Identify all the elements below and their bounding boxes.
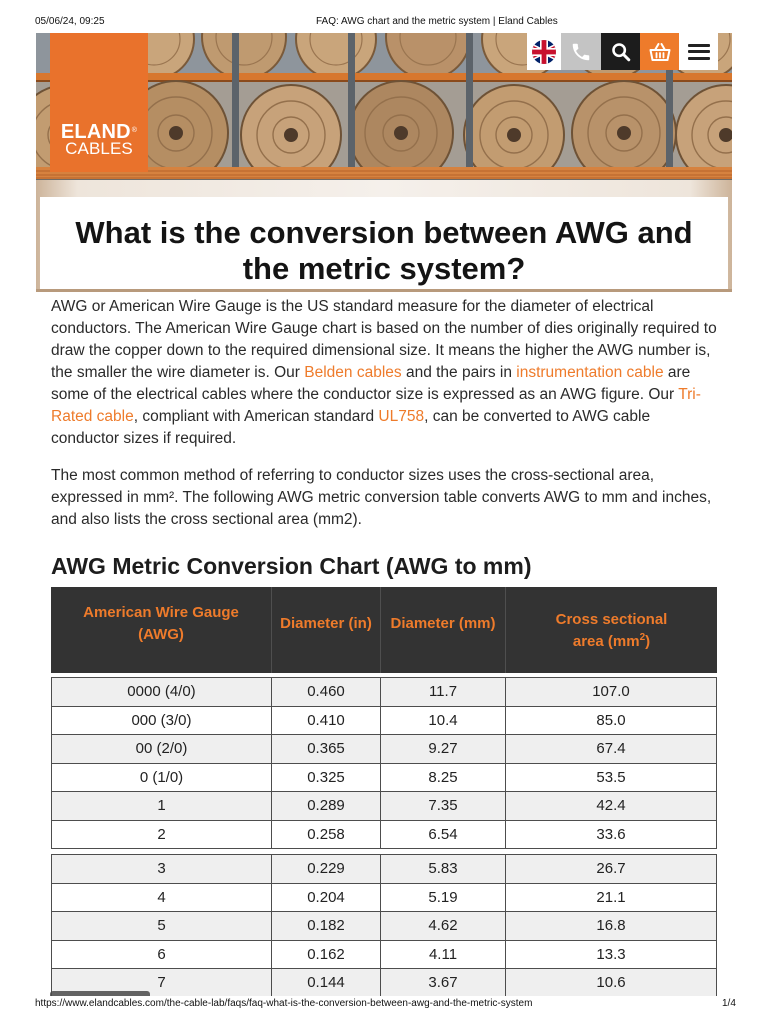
logo-wordmark-eland: ELAND® <box>60 121 138 143</box>
table-cell-awg: 0 (1/0) <box>52 764 272 793</box>
eland-cables-logo[interactable] <box>50 33 148 172</box>
table-cell-awg: 4 <box>52 884 272 913</box>
table-cell-diameter-in: 0.182 <box>272 912 381 941</box>
table-cell-diameter-in: 0.289 <box>272 792 381 821</box>
title-box <box>40 197 728 289</box>
table-cell-diameter-mm: 5.83 <box>381 855 506 884</box>
awg-conversion-table <box>51 587 717 996</box>
floating-widget-edge[interactable] <box>50 991 150 996</box>
conversion-paragraph: The most common method of referring to conductor sizes uses the cross-sectional area, expressed in mm². The following AWG metric conversion table converts AWG to mm and inches, and also lists the cross sectional area (mm2). <box>51 467 712 528</box>
table-cell-awg: 2 <box>52 821 272 850</box>
instrumentation-cable-link[interactable]: instrumentation cable <box>516 364 664 381</box>
table-row <box>52 821 717 850</box>
header-icon-bar <box>527 33 718 70</box>
article-content <box>51 296 717 996</box>
table-row <box>52 941 717 970</box>
table-cell-cross-sectional-area: 10.6 <box>506 969 717 996</box>
table-cell-cross-sectional-area: 33.6 <box>506 821 717 850</box>
table-cell-cross-sectional-area: 42.4 <box>506 792 717 821</box>
table-cell-cross-sectional-area: 53.5 <box>506 764 717 793</box>
menu-button[interactable] <box>679 33 718 70</box>
table-cell-awg: 0000 (4/0) <box>52 678 272 707</box>
table-cell-awg: 000 (3/0) <box>52 707 272 736</box>
table-cell-diameter-in: 0.365 <box>272 735 381 764</box>
print-datetime: 05/06/24, 09:25 <box>35 16 105 27</box>
search-icon <box>610 41 632 63</box>
table-cell-diameter-mm: 3.67 <box>381 969 506 996</box>
table-row <box>52 678 717 707</box>
table-cell-awg: 3 <box>52 855 272 884</box>
table-cell-cross-sectional-area: 13.3 <box>506 941 717 970</box>
column-header-awg: American Wire Gauge (AWG) <box>51 587 272 673</box>
table-cell-diameter-in: 0.325 <box>272 764 381 793</box>
table-cell-cross-sectional-area: 85.0 <box>506 707 717 736</box>
phone-icon <box>570 41 592 63</box>
basket-button[interactable] <box>640 33 679 70</box>
table-row <box>52 792 717 821</box>
column-header-diameter-mm: Diameter (mm) <box>381 587 506 673</box>
language-button[interactable] <box>527 33 561 70</box>
intro-text: and the pairs in <box>401 364 517 381</box>
table-cell-diameter-mm: 8.25 <box>381 764 506 793</box>
table-cell-awg: 1 <box>52 792 272 821</box>
table-row <box>52 707 717 736</box>
table-cell-diameter-mm: 9.27 <box>381 735 506 764</box>
table-cell-diameter-in: 0.162 <box>272 941 381 970</box>
table-cell-awg: 7 <box>52 969 272 996</box>
table-cell-awg: 6 <box>52 941 272 970</box>
table-cell-cross-sectional-area: 16.8 <box>506 912 717 941</box>
intro-text: AWG or American Wire Gauge is the US standard measure for the diameter of electrical conductors. The American Wire Gauge chart is based on the number of dies originally required to draw the copper down to the required dimensional size. It means the higher the AWG number is, the smaller the wire diameter is. Our <box>51 298 717 381</box>
table-cell-diameter-mm: 10.4 <box>381 707 506 736</box>
table-cell-cross-sectional-area: 107.0 <box>506 678 717 707</box>
table-cell-diameter-mm: 7.35 <box>381 792 506 821</box>
table-cell-diameter-mm: 4.11 <box>381 941 506 970</box>
table-body-continued <box>51 854 717 996</box>
table-row <box>52 735 717 764</box>
table-row <box>52 884 717 913</box>
table-cell-diameter-in: 0.229 <box>272 855 381 884</box>
intro-text: , can be converted to AWG cable conductor sizes if required. <box>51 408 651 447</box>
column-header-diameter-in: Diameter (in) <box>272 587 381 673</box>
table-cell-diameter-in: 0.460 <box>272 678 381 707</box>
tri-rated-cable-link[interactable]: Tri-Rated cable <box>51 386 701 425</box>
table-cell-cross-sectional-area: 67.4 <box>506 735 717 764</box>
title-band <box>36 180 732 292</box>
table-row <box>52 764 717 793</box>
page-title: What is the conversion between AWG and the metric system? <box>75 215 693 286</box>
print-url: https://www.elandcables.com/the-cable-lab/faqs/faq-what-is-the-conversion-between-awg-and-the-metric-system <box>35 998 533 1009</box>
basket-icon <box>648 41 672 63</box>
column-header-cross-sectional-area: Cross sectional area $(mm^2)$ <box>555 611 668 650</box>
table-cell-cross-sectional-area: 21.1 <box>506 884 717 913</box>
phone-button[interactable] <box>561 33 601 70</box>
table-row <box>52 969 717 996</box>
table-cell-diameter-in: 0.258 <box>272 821 381 850</box>
logo-wordmark-cables: CABLES <box>65 139 133 158</box>
section-heading: AWG Metric Conversion Chart (AWG to mm) <box>51 553 532 579</box>
uk-flag-icon <box>532 40 556 64</box>
table-header <box>51 587 717 673</box>
table-cell-diameter-mm: 6.54 <box>381 821 506 850</box>
table-cell-diameter-mm: 4.62 <box>381 912 506 941</box>
menu-icon <box>688 44 710 60</box>
table-cell-awg: 5 <box>52 912 272 941</box>
table-body <box>51 677 717 849</box>
table-cell-diameter-in: 0.204 <box>272 884 381 913</box>
table-cell-diameter-mm: 11.7 <box>381 678 506 707</box>
belden-cables-link[interactable]: Belden cables <box>304 364 402 381</box>
table-cell-awg: 00 (2/0) <box>52 735 272 764</box>
search-button[interactable] <box>601 33 640 70</box>
table-cell-diameter-in: 0.410 <box>272 707 381 736</box>
print-page-number: 1/4 <box>722 998 736 1009</box>
table-cell-diameter-mm: 5.19 <box>381 884 506 913</box>
intro-text: , compliant with American standard <box>133 408 379 425</box>
intro-paragraph <box>51 296 717 450</box>
print-page-title: FAQ: AWG chart and the metric system | Eland Cables <box>316 16 558 27</box>
table-row <box>52 912 717 941</box>
table-row <box>52 855 717 884</box>
intro-text: are some of the electrical cables where the conductor size is expressed as an AWG figure. Our <box>51 364 691 403</box>
table-cell-cross-sectional-area: 26.7 <box>506 855 717 884</box>
ul758-link[interactable]: UL758 <box>378 408 425 425</box>
table-cell-diameter-in: 0.144 <box>272 969 381 996</box>
